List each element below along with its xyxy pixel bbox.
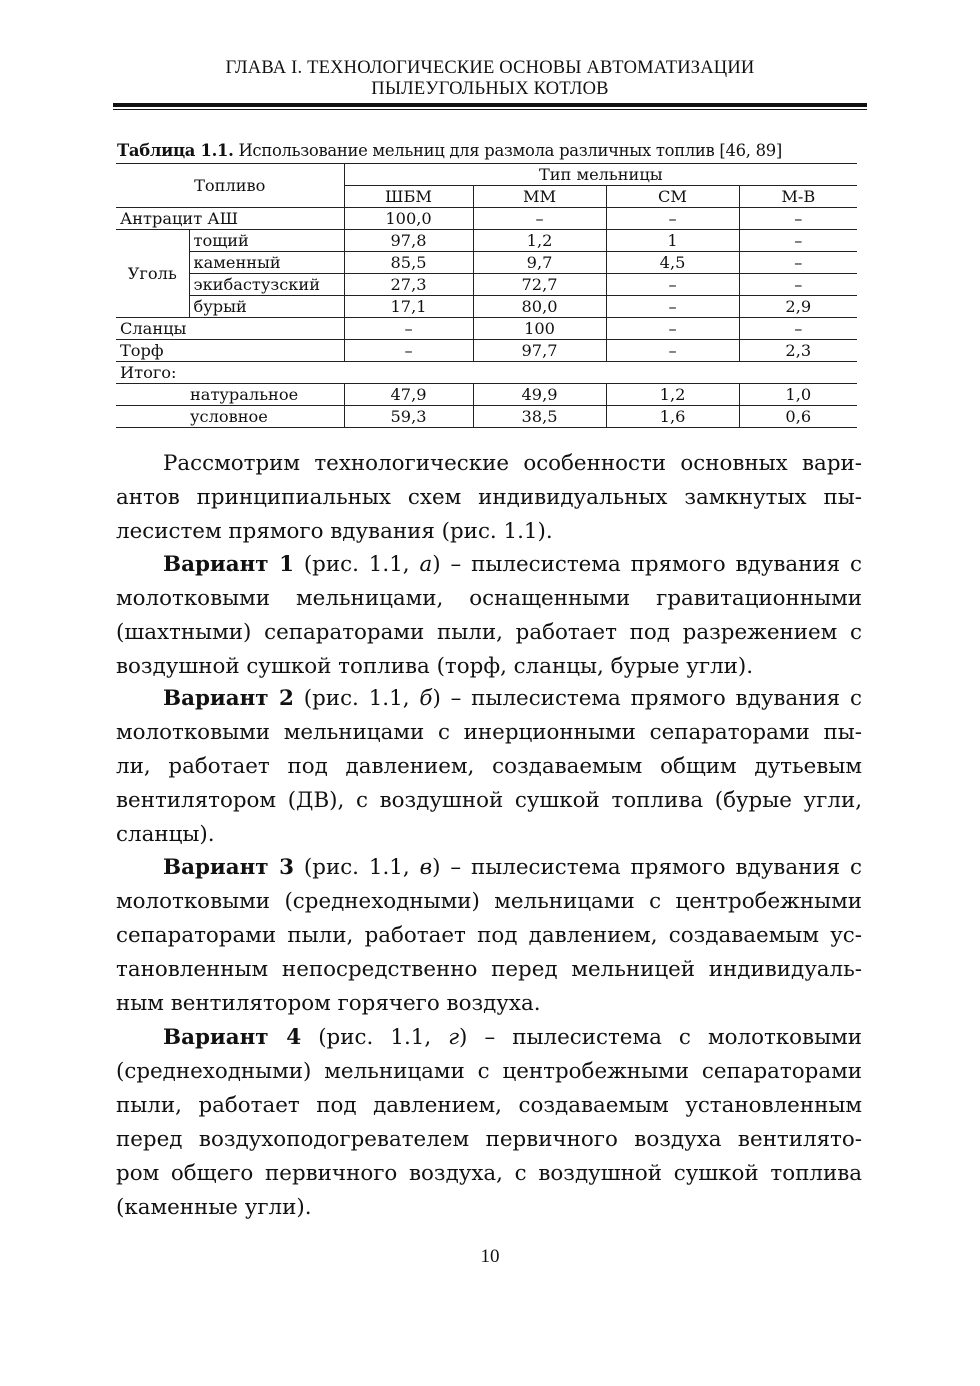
- table-cell: 2,9: [739, 296, 857, 318]
- table-cell: –: [606, 318, 739, 340]
- coal-group-label: Уголь: [116, 230, 189, 318]
- text-line: сепараторами пыли, работает под давлением, создаваемым ус-: [116, 923, 862, 948]
- text-line: [116, 682, 862, 716]
- text-fragment: ) – пылесистема с молотковыми: [459, 1025, 862, 1050]
- variant2-paragraph: [116, 682, 862, 852]
- header-mill-type: Тип мельницы: [344, 164, 857, 186]
- text-line: (каменные угли).: [116, 1195, 312, 1220]
- table-cell: 100: [473, 318, 606, 340]
- column-header: СМ: [606, 186, 739, 208]
- variant4-label: Вариант 4: [163, 1025, 302, 1050]
- column-header: ММ: [473, 186, 606, 208]
- row-label: бурый: [189, 296, 344, 318]
- row-label: условное: [116, 406, 344, 428]
- figure-ref-letter: г: [448, 1025, 460, 1050]
- variant1-label: Вариант 1: [163, 552, 294, 577]
- variant3-paragraph: [116, 851, 862, 1021]
- text-line: (шахтными) сепараторами пыли, работает под разрежением с: [116, 620, 862, 645]
- table-cell: 85,5: [344, 252, 473, 274]
- figure-ref: (рис. 1.1,: [293, 552, 420, 577]
- figure-ref: (рис. 1.1,: [301, 1025, 449, 1050]
- table-row: [116, 384, 857, 406]
- table-row: [116, 230, 857, 252]
- text-line: пыли, работает под давлением, создаваемым установленным: [116, 1093, 862, 1118]
- text-line: [116, 851, 862, 885]
- variant1-paragraph: [116, 548, 862, 684]
- text-line: ром общего первичного воздуха, с воздушной сушкой топлива: [116, 1161, 862, 1186]
- text-fragment: ) – пылесистема прямого вдувания с: [432, 686, 862, 711]
- table-caption-label: Таблица 1.1.: [117, 141, 234, 160]
- table-cell: 17,1: [344, 296, 473, 318]
- text-line: молотковыми мельницами с инерционными сепараторами пы-: [116, 720, 862, 745]
- text-line: Рассмотрим технологические особенности основных вари-: [163, 451, 862, 476]
- table-cell: 72,7: [473, 274, 606, 296]
- table-row: [116, 252, 857, 274]
- table-caption-text: Использование мельниц для размола различных топлив [46, 89]: [233, 141, 782, 160]
- variant4-paragraph: [116, 1021, 862, 1225]
- row-label: Сланцы: [116, 318, 344, 340]
- table-cell: –: [344, 340, 473, 362]
- table-cell: –: [606, 340, 739, 362]
- table-cell: 0,6: [739, 406, 857, 428]
- table-cell: 1,2: [473, 230, 606, 252]
- running-head-line2: ПЫЛЕУГОЛЬНЫХ КОТЛОВ: [371, 79, 609, 99]
- table-cell: 1,6: [606, 406, 739, 428]
- table-row: [116, 296, 857, 318]
- text-line: [116, 548, 862, 582]
- table-cell: –: [344, 318, 473, 340]
- row-label: каменный: [189, 252, 344, 274]
- running-head-line1: ГЛАВА I. ТЕХНОЛОГИЧЕСКИЕ ОСНОВЫ АВТОМАТИЗАЦИИ: [225, 58, 755, 78]
- table-cell: 97,8: [344, 230, 473, 252]
- column-header: М-В: [739, 186, 857, 208]
- table-cell: 4,5: [606, 252, 739, 274]
- table-cell: 38,5: [473, 406, 606, 428]
- table-cell: 59,3: [344, 406, 473, 428]
- table-row: [116, 274, 857, 296]
- text-line: тановленным непосредственно перед мельницей индивидуаль-: [116, 957, 862, 982]
- intro-paragraph: [116, 447, 862, 549]
- table-cell: 9,7: [473, 252, 606, 274]
- table-cell: –: [739, 252, 857, 274]
- text-line: молотковыми мельницами, оснащенными гравитационными: [116, 586, 862, 611]
- text-line: антов принципиальных схем индивидуальных замкнутых пы-: [116, 485, 862, 510]
- text-line: вентилятором (ДВ), с воздушной сушкой топлива (бурые угли,: [116, 788, 862, 813]
- row-label: натуральное: [116, 384, 344, 406]
- table-cell: –: [739, 208, 857, 230]
- table-cell: –: [473, 208, 606, 230]
- table-cell: –: [739, 274, 857, 296]
- table-header-row: [116, 164, 857, 186]
- table-cell: 97,7: [473, 340, 606, 362]
- table-cell: 49,9: [473, 384, 606, 406]
- table-cell: 2,3: [739, 340, 857, 362]
- table-row: [116, 406, 857, 428]
- text-fragment: ) – пылесистема прямого вдувания с: [432, 855, 862, 880]
- row-label: экибастузский: [189, 274, 344, 296]
- table-cell: –: [606, 296, 739, 318]
- table-cell: 27,3: [344, 274, 473, 296]
- total-label: Итого:: [116, 362, 857, 384]
- table-cell: –: [606, 208, 739, 230]
- row-label: Антрацит АШ: [116, 208, 344, 230]
- text-line: [116, 1021, 862, 1055]
- table-row: [116, 318, 857, 340]
- text-line: (среднеходными) мельницами с центробежными сепараторами: [116, 1059, 862, 1084]
- table-cell: –: [739, 230, 857, 252]
- text-line: перед воздухоподогревателем первичного воздуха вентилято-: [116, 1127, 862, 1152]
- table-cell: –: [739, 318, 857, 340]
- row-label: тощий: [189, 230, 344, 252]
- text-fragment: ) – пылесистема прямого вдувания с: [432, 552, 862, 577]
- text-line: молотковыми (среднеходными) мельницами с центробежными: [116, 889, 862, 914]
- table-caption: [117, 141, 877, 160]
- text-line: ли, работает под давлением, создаваемым общим дутьевым: [116, 754, 862, 779]
- variant3-label: Вариант 3: [163, 855, 294, 880]
- figure-ref-letter: в: [419, 855, 433, 880]
- figure-ref: (рис. 1.1,: [293, 855, 420, 880]
- table-cell: 1,2: [606, 384, 739, 406]
- table-cell: 1: [606, 230, 739, 252]
- header-fuel: Топливо: [116, 164, 344, 208]
- figure-ref-letter: б: [419, 686, 433, 711]
- table-cell: –: [606, 274, 739, 296]
- figure-ref: (рис. 1.1,: [293, 686, 420, 711]
- figure-ref-letter: а: [419, 552, 433, 577]
- variant2-label: Вариант 2: [163, 686, 294, 711]
- text-line: воздушной сушкой топлива (торф, сланцы, бурые угли).: [116, 654, 754, 679]
- running-head: [113, 58, 867, 100]
- header-rule-thin: [113, 109, 867, 110]
- table-cell: 80,0: [473, 296, 606, 318]
- table-cell: 100,0: [344, 208, 473, 230]
- table-row: [116, 362, 857, 384]
- table-cell: 1,0: [739, 384, 857, 406]
- table-cell: 47,9: [344, 384, 473, 406]
- text-line: лесистем прямого вдувания (рис. 1.1).: [116, 519, 553, 544]
- table-row: [116, 340, 857, 362]
- mill-usage-table: [116, 163, 857, 428]
- text-line: сланцы).: [116, 822, 215, 847]
- text-line: ным вентилятором горячего воздуха.: [116, 991, 541, 1016]
- table-row: [116, 208, 857, 230]
- row-label: Торф: [116, 340, 344, 362]
- column-header: ШБМ: [344, 186, 473, 208]
- page-number: 10: [480, 1246, 500, 1267]
- header-rule-thick: [113, 103, 867, 107]
